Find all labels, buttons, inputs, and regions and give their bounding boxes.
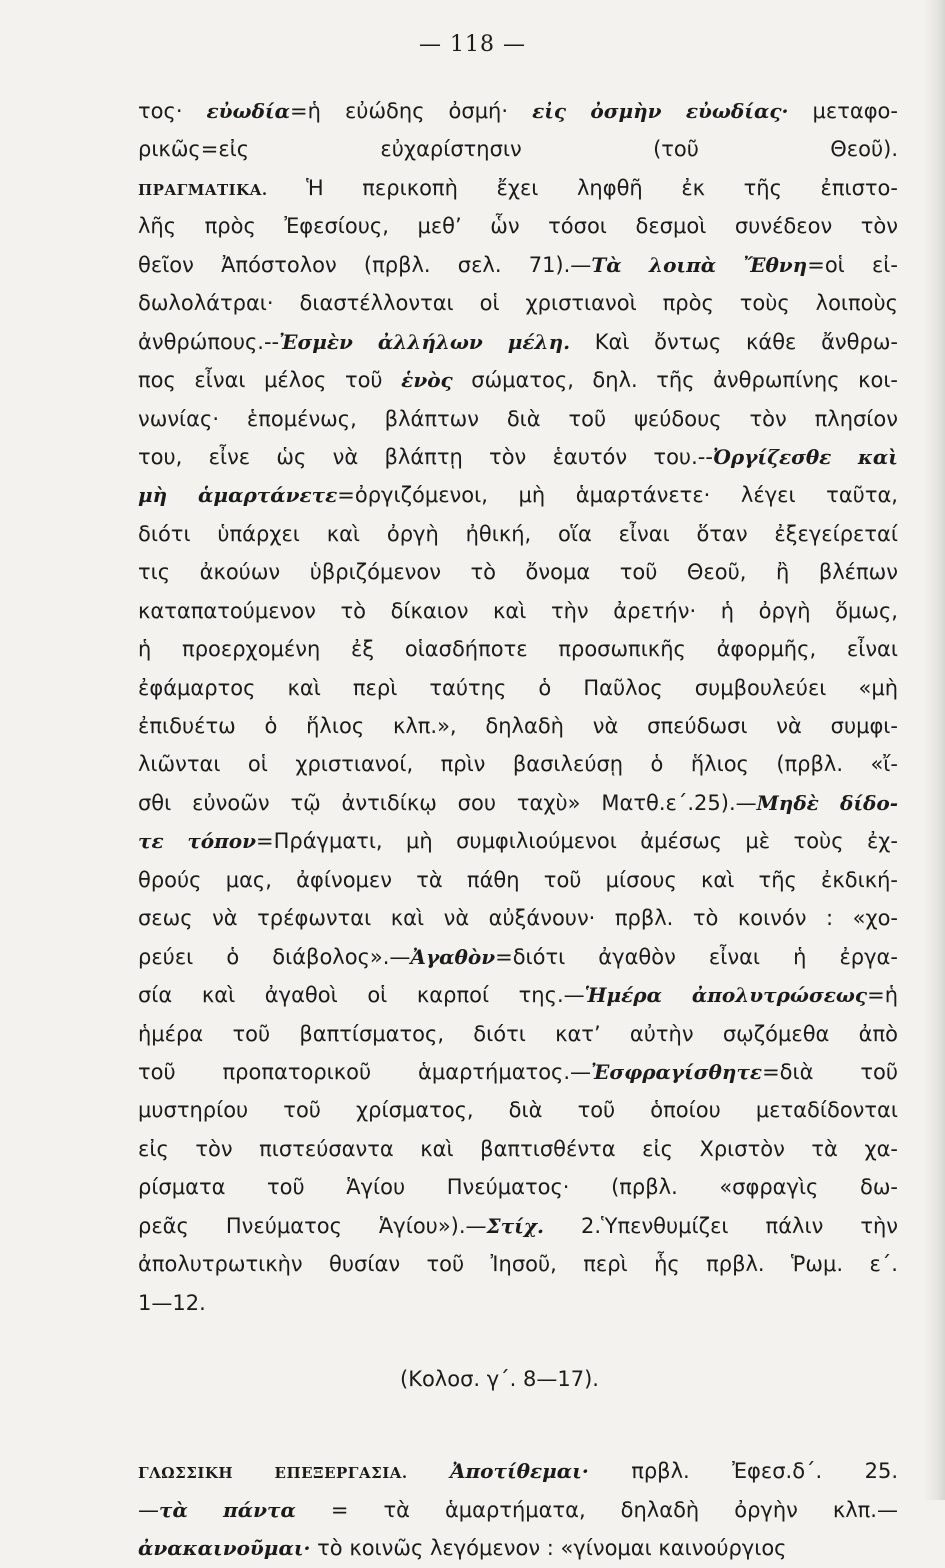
text-line [138,1452,898,1490]
text-run: τος· [138,99,207,123]
text-run: ἡ προερχομένη ἐξ οἱασδήποτε προσωπικῆς ἀφορμῆς, εἶναι [138,637,898,662]
text-line [138,861,898,899]
bold-term: τὰ πάντα [159,1497,296,1522]
text-run: πος εἶναι μέλος τοῦ [138,368,402,393]
bold-term: εἰς ὀσμὴν εὐωδίας· [532,99,789,123]
text-line [138,1529,898,1567]
text-run: — [138,1497,159,1522]
text-line [138,630,898,668]
text-run: μυστηρίου τοῦ χρίσματος, διὰ τοῦ ὁποίου μεταδίδονται [138,1098,898,1123]
text-line [138,323,898,361]
text-line [138,822,898,860]
bold-term: Ἡμέρα ἀπολυτρώσεως [584,983,868,1008]
bold-term: ἑνὸς [401,368,453,393]
text-line [138,976,898,1014]
text-line [138,707,898,745]
text-run: πρβλ. Ἐφεσ.δ΄. 25. [588,1459,898,1484]
text-run: ἀπολυτρωτικὴν θυσίαν τοῦ Ἰησοῦ, περὶ ἧς πρβλ. Ῥωμ. ε΄. [138,1252,898,1277]
text-line [138,592,898,630]
text-line [138,553,898,591]
bold-term: Ἐσμὲν ἀλλήλων μέλη. [279,329,571,354]
text-run: θεῖον Ἀπόστολον (πρβλ. σελ. 71).— [138,252,592,277]
text-run: =Πράγματι, μὴ συμφιλιούμενοι ἀμέσως μὲ τοὺς ἐχ- [255,829,898,854]
text-run: θρούς μας, ἀφίνομεν τὰ πάθη τοῦ μίσους καὶ τῆς ἐκδική- [138,867,898,892]
text-line [138,745,898,783]
text-line [138,1207,898,1245]
page-edge-shadow [923,0,945,1500]
text-run: λιῶνται οἱ χριστιανοί, πρὶν βασιλεύσῃ ὁ ἥλιος (πρβλ. «ἴ- [138,752,898,777]
text-run: =ὀργιζόμενοι, μὴ ἁμαρτάνετε· λέγει ταῦτα, [337,483,898,508]
bold-term: Μηδὲ δίδο- [756,790,898,815]
text-run: =διότι ἀγαθὸν εἶναι ἡ ἐργα- [495,944,898,969]
bold-term: Ἀγαθὸν [410,944,496,969]
text-run: τις ἀκούων ὑβριζόμενον τὸ ὄνομα τοῦ Θεοῦ, ἢ βλέπων [138,560,898,585]
text-line [138,938,898,976]
text-line [138,1491,898,1529]
text-run: ἡμέρα τοῦ βαπτίσματος, διότι κατ’ αὐτὴν σῳζόμεθα ἀπὸ [138,1021,898,1046]
body-text [138,92,898,1568]
text-run: τὸ κοινῶς λεγόμενον : «γίνομαι καινούργιος [310,1536,787,1561]
text-run [408,1459,450,1483]
bold-term: Ὀργίζεσθε καὶ [712,444,898,469]
linguistic-section [138,1452,898,1567]
text-run: ρίσματα τοῦ Ἁγίου Πνεύματος· (πρβλ. «σφραγὶς δω- [138,1175,898,1200]
bold-term: ἀνακαινοῦμαι· [138,1536,311,1561]
text-run: Ἡ περικοπὴ ἔχει ληφθῆ ἐκ τῆς ἐπιστο- [267,175,898,200]
text-line [138,899,898,937]
text-line [138,1053,898,1091]
text-run: ρικῶς=εἰς εὐχαρίστησιν (τοῦ Θεοῦ). [138,137,898,162]
text-run: ρεύει ὁ διάβολος».— [138,944,411,969]
text-run: 1—12. [138,1290,206,1315]
text-run: τοῦ προπατορικοῦ ἁμαρτήματος.— [138,1059,592,1084]
text-line [138,246,898,284]
text-line [138,130,898,168]
text-line [138,438,898,476]
commentary-paragraph [138,92,898,1322]
bold-term: Ἐσφραγίσθητε [591,1059,763,1084]
text-line [138,515,898,553]
text-run: λῆς πρὸς Ἐφεσίους, μεθ’ ὧν τόσοι δεσμοὶ συνέδεον τὸν [138,214,898,239]
section-heading: ΓΛΩΣΣΙΚΗ ΕΠΕΞΕΡΓΑΣΙΑ. [138,1464,408,1483]
text-run: = τὰ ἁμαρτήματα, δηλαδὴ ὀργὴν κλπ.— [295,1497,898,1522]
text-line [138,1130,898,1168]
scripture-reference: (Κολοσ. γ΄. 8—17). [400,1367,599,1391]
text-run: σεως νὰ τρέφωνται καὶ νὰ αὐξάνουν· πρβλ. τὸ κοινόν : «χο- [138,906,898,931]
text-line [138,207,898,245]
text-line [138,284,898,322]
text-run: =ἡ [867,983,898,1008]
text-run: σθι εὐνοῶν τῷ ἀντιδίκῳ σου ταχὺ» Ματθ.ε΄.25).— [138,790,757,815]
text-line [138,1091,898,1129]
text-run: σώματος, δηλ. τῆς ἀνθρωπίνης κοι- [452,368,898,393]
text-line [138,1015,898,1053]
text-run: σία καὶ ἀγαθοὶ οἱ καρποί της.— [138,983,585,1008]
text-run: του, εἶνε ὡς νὰ βλάπτῃ τὸν ἑαυτόν του.-- [138,444,713,469]
text-run: ἀνθρώπους.-- [138,329,280,354]
bold-term: μὴ ἁμαρτάνετε [138,483,338,508]
bold-term: τε τόπον [138,829,256,854]
text-line [138,400,898,438]
text-run: ἐπιδυέτω ὁ ἥλιος κλπ.», δηλαδὴ νὰ σπεύδωσι νὰ συμφι- [138,714,898,738]
section-heading: ΠΡΑΓΜΑΤΙΚΑ. [138,180,268,199]
bold-term: Στίχ. [486,1213,544,1238]
text-line [138,1245,898,1283]
text-run: καταπατούμενον τὸ δίκαιον καὶ τὴν ἀρετήν· ἡ ὀργὴ ὅμως, [138,598,898,623]
text-run: δωλολάτραι· διαστέλλονται οἱ χριστιανοὶ πρὸς τοὺς λοιποὺς [138,291,898,316]
text-run: ἐφάμαρτος καὶ περὶ ταύτης ὁ Παῦλος συμβουλεύει «μὴ [138,675,898,700]
text-line [138,361,898,399]
text-line [138,169,898,207]
bold-term: Τὰ λοιπὰ Ἔθνη [591,252,808,277]
text-line [138,669,898,707]
text-run: Καὶ ὄντως κάθε ἄνθρω- [570,329,898,354]
text-run: μεταφο- [788,99,898,123]
bold-term: εὐωδία [206,99,291,123]
text-run: =ἡ εὐώδης ὀσμή· [290,99,533,123]
text-run: =οἱ εἰ- [807,252,898,277]
bold-term: Ἀποτίθεμαι· [450,1459,589,1484]
text-run: διότι ὑπάρχει καὶ ὀργὴ ἠθική, οἵα εἶναι ὅταν ἐξεγείρεταί [138,521,898,546]
text-run: εἰς τὸν πιστεύσαντα καὶ βαπτισθέντα εἰς Χριστὸν τὰ χα- [138,1136,898,1161]
page-number: — 118 — [419,32,526,57]
text-line [138,1168,898,1206]
text-run: νωνίας· ἑπομένως, βλάπτων διὰ τοῦ ψεύδους τὸν πλησίον [138,406,898,431]
text-line [138,1284,898,1322]
text-run: =διὰ τοῦ [762,1059,898,1084]
text-line [138,784,898,822]
text-run: ρεᾶς Πνεύματος Ἁγίου»).— [138,1213,487,1238]
text-line [138,92,898,130]
text-line [138,476,898,514]
text-run: 2.Ὑπενθυμίζει πάλιν τὴν [543,1213,898,1238]
